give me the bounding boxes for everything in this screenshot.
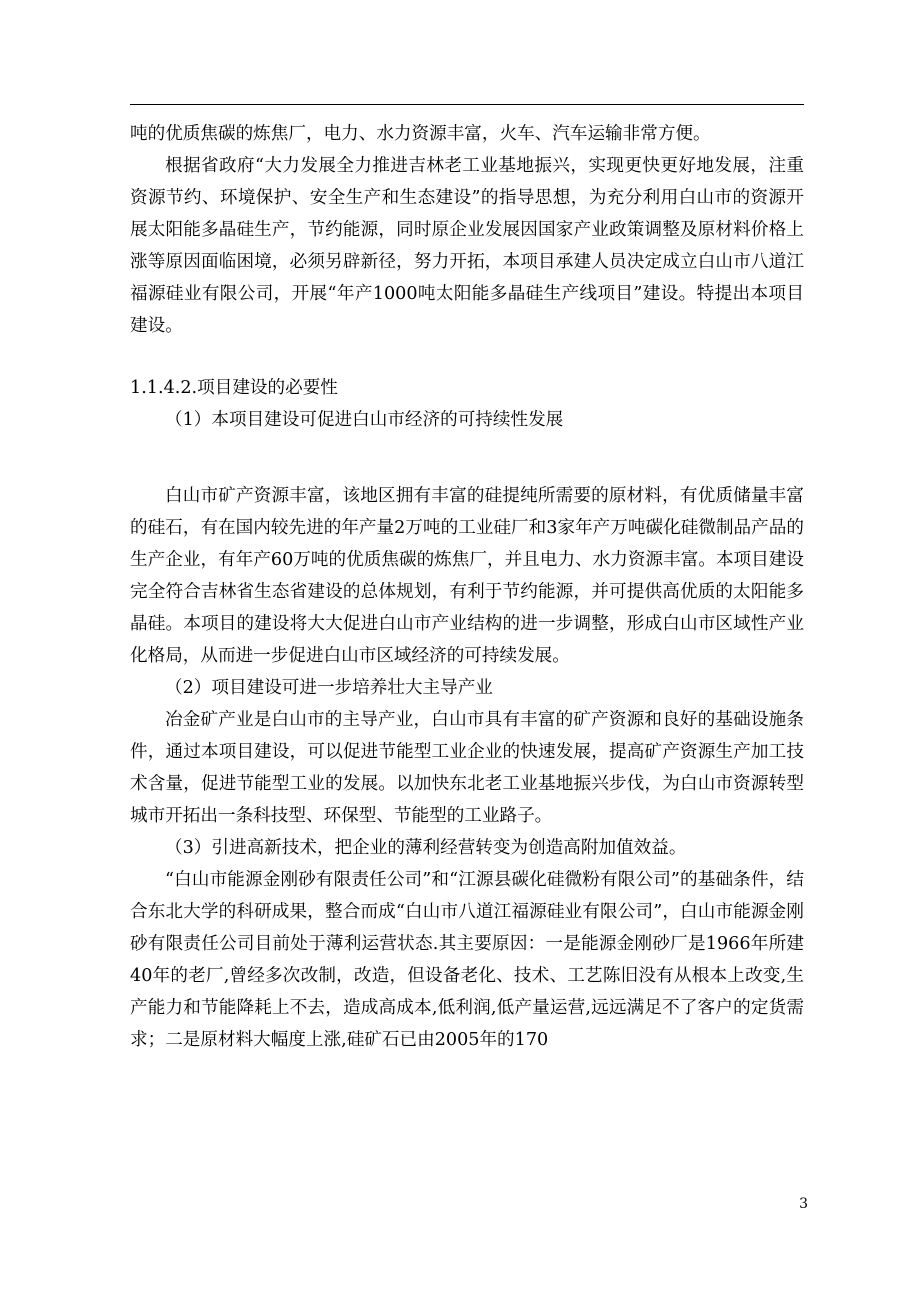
subheading-3: （3）引进高新技术，把企业的薄利经营转变为创造高附加值效益。	[165, 838, 687, 858]
paragraph-continuation: 吨的优质焦碳的炼焦厂，电力、水力资源丰富，火车、汽车运输非常方便。	[130, 124, 711, 144]
paragraph-technology: “白山市能源金刚砂有限责任公司”和“江源县碳化硅微粉有限公司”的基础条件，结合东北大学的科研成果，整合而成“白山市八道江福源硅业有限公司”，白山市能源金刚砂有限责任公司目前处于薄利运营状态.其主要原因：一是能源金刚砂厂是1966年所建40年的老厂,曾经多次改制，改造，但设备老化、技术、工艺陈旧没有从根本上改变,生产能力和节能降耗上不去，造成高成本,低利润,低产量运营,远远满足不了客户的定货需求；二是原材料大幅度上涨,硅矿石已由2005年的170	[130, 870, 804, 1050]
page-number: 3	[799, 1196, 808, 1212]
subheading-1: （1）本项目建设可促进白山市经济的可持续性发展	[165, 410, 564, 430]
paragraph-background: 根据省政府“大力发展全力推进吉林老工业基地振兴，实现更快更好地发展，注重资源节约、环境保护、安全生产和生态建设”的指导思想，为充分利用白山市的资源开展太阳能多晶硅生产，节约能源，同时原企业发展因国家产业政策调整及原材料价格上涨等原因面临困境，必须另辟新径，努力开拓，本项目承建人员决定成立白山市八道江福源硅业有限公司，开展“年产1000吨太阳能多晶硅生产线项目”建设。特提出本项目建设。	[130, 156, 804, 336]
section-heading: 1.1.4.2.项目建设的必要性	[130, 378, 338, 398]
paragraph-industry: 冶金矿产业是白山市的主导产业，白山市具有丰富的矿产资源和良好的基础设施条件，通过本项目建设，可以促进节能型工业企业的快速发展，提高矿产资源生产加工技术含量，促进节能型工业的发展。以加快东北老工业基地振兴步伐，为白山市资源转型城市开拓出一条科技型、环保型、节能型的工业路子。	[130, 710, 804, 826]
subheading-2: （2）项目建设可进一步培养壮大主导产业	[165, 678, 493, 698]
document-body	[130, 118, 804, 1056]
header-rule	[130, 104, 804, 105]
paragraph-resources: 白山市矿产资源丰富，该地区拥有丰富的硅提纯所需要的原材料，有优质储量丰富的硅石，有在国内较先进的年产量2万吨的工业硅厂和3家年产万吨碳化硅微制品产品的生产企业，有年产60万吨的优质焦碳的炼焦厂，并且电力、水力资源丰富。本项目建设完全符合吉林省生态省建设的总体规划，有利于节约能源，并可提供高优质的太阳能多晶硅。本项目的建设将大大促进白山市产业结构的进一步调整，形成白山市区域性产业化格局，从而进一步促进白山市区域经济的可持续发展。	[130, 486, 804, 666]
